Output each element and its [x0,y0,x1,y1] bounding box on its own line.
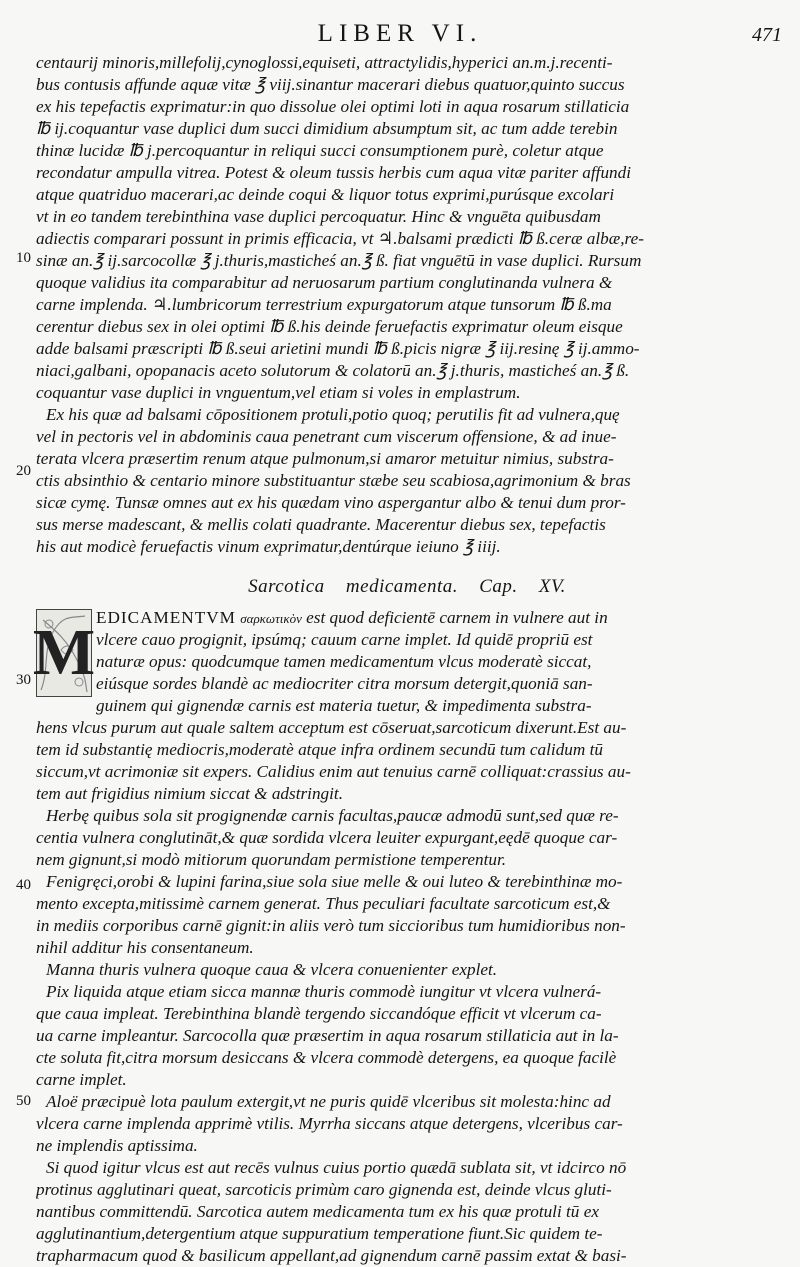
text-line: sinæ an.℥ ij.sarcocollæ ℥ j.thuris,masticheś an.℥ ß. fiat vnguētū in vase duplici. Rursum [36,251,642,270]
text-line: Manna thuris vulnera quoque caua & vlcera conuenienter explet. [46,960,498,979]
text-line: vlcere cauo progignit, ipsúmq; cauum carne implet. Id quidē propriū est [96,630,593,649]
paragraph-1 [36,52,778,404]
text-line: carne implet. [36,1070,127,1089]
paragraph-5 [36,871,778,959]
decorated-initial [32,609,96,697]
text-line: ne implendis aptissima. [36,1136,198,1155]
text-line: Fenigręci,orobi & lupini farina,siue sola siue melle & oui luteo & terebinthinæ mo- [46,872,623,891]
text-line: thinæ lucidæ ℔ j.percoquantur in reliqui succi consumptionem purè, coletur atque [36,141,604,160]
text-line: que caua impleat. Terebinthina blandè tergendo siccandóque efficit vt vlcerum ca- [36,1004,602,1023]
text-line [36,607,778,629]
text-line: Ex his quæ ad balsami cōpositionem protuli,potio quoq; perutilis fit ad vulnera,quę [46,405,620,424]
drop-cap-letter: M [32,616,96,689]
text-line: adiectis comparari possunt in primis efficacia, vt ♃.balsami prædicti ℔ ß.ceræ albæ,re- [36,229,644,248]
text-line: niaci,galbani, opopanacis aceto solutorum & colatorū an.℥ j.thuris, masticheś an.℥ ß. [36,361,630,380]
text-line: hens vlcus purum aut quale saltem acceptum est cōseruat,sarcoticum dixerunt.Est au- [36,718,627,737]
text-line: terata vlcera præsertim renum atque pulmonum,si amaror metuitur nimius, substra- [36,449,614,468]
text-line: vel in pectoris vel in abdominis caua penetrant cum viscerum offensione, & ad inue- [36,427,617,446]
chapter-heading: Sarcotica medicamenta. Cap. XV. [248,576,566,597]
text-line: protinus agglutinari queat, sarcoticis primùm caro gignenda est, deinde vlcus gluti- [36,1180,612,1199]
text-line: centaurij minoris,millefolij,cynoglossi,equiseti, attractylidis,hyperici an.m.j.recenti- [36,53,613,72]
text-line: ex his tepefactis exprimatur:in quo dissolue olei optimi loti in aqua rosarum stillaticia [36,97,630,116]
margin-line-number: 30 [16,672,31,688]
text-line: nihil additur his consentaneum. [36,938,254,957]
paragraph-6 [36,959,778,981]
text-line: his aut modicè feruefactis vinum exprimatur,dentúrque ieiuno ℥ iiij. [36,537,501,556]
greek-term: σαρκωτικὸν [240,611,302,626]
text-line: siccum,vt acrimoniæ sit expers. Calidius enim aut tenuius carnē colliquat:crassius au- [36,762,631,781]
paragraph-3 [32,607,778,805]
text-line: carne implenda. ♃.lumbricorum terrestrium expurgatorum atque tunsorum ℔ ß.ma [36,295,612,314]
text-line: atque quatriduo macerari,ac deinde coqui & liquor totus exprimi,purúsque excolari [36,185,615,204]
text-line: Pix liquida atque etiam sicca mannæ thuris commodè iungitur vt vlcera vulnerá- [46,982,602,1001]
margin-line-number: 50 [16,1093,31,1109]
text-line: nantibus committendū. Sarcotica autem medicamenta tum ex his quæ protuli tū ex [36,1202,599,1221]
text-line: cte soluta fit,citra morsum desiccans & vlcera commodè detergens, ea quoque facilè [36,1048,617,1067]
text-line: sus merse madescant, & mellis colati quadrante. Macerentur diebus sex, tepefactis [36,515,606,534]
text-line: bus contusis affunde aquæ vitæ ℥ viij.sinantur macerari diebus quatuor,quinto succus [36,75,625,94]
running-title: LIBER VI. [317,20,483,47]
text-line: ctis absinthio & centario minore substituantur stæbe seu scabiosa,agrimonium & bras [36,471,631,490]
text-line: mento excepta,mitissimè carnem generat. Thus peculiari facultate sarcoticum est,& [36,894,611,913]
running-head [0,18,800,52]
text-line: centia vulnera conglutināt,& quæ sordida vlcera leuiter expurgant,eędē quoque car- [36,828,618,847]
text-line: recondatur ampulla vitrea. Potest & oleum tussis herbis cum aqua vitæ pariter affundi [36,163,631,182]
text-line: adde balsami præscripti ℔ ß.seui arietini mundi ℔ ß.picis nigræ ℥ iij.resinę ℥ ij.ammo- [36,339,640,358]
text-line: quoque validius ita comparabitur ad neruosarum partium conglutinanda vulnera & [36,273,613,292]
text-line: tem aut frigidius nimium siccat & adstringit. [36,784,343,803]
text-line: trapharmacum quod & basilicum appellant,ad gignendum carnē passim extat & basi- [36,1246,627,1265]
text-line: eiúsque sordes blandè ac mediocriter citra morsum detergit,quoniā san- [96,674,593,693]
paragraph-4 [36,805,778,871]
text-line: ℔ ij.coquantur vase duplici dum succi dimidium absumptum sit, ac tum adde terebin [36,119,618,138]
margin-line-number: 40 [16,877,31,893]
text-line: sicæ cymę. Tunsæ omnes aut ex his quædam vino aspergantur albo & tenui dum pror- [36,493,626,512]
text-line: Aloë præcipuè lota paulum extergit,vt ne puris quidē vlceribus sit molesta:hinc ad [46,1092,611,1111]
first-word: EDICAMENTVM [96,608,236,627]
paragraph-8 [36,1091,778,1157]
text-line: guinem qui gignendæ carnis est materia tuetur, & impedimenta substra- [96,696,592,715]
text-line: naturæ opus: quodcumque tamen medicamentum vlcus moderatè siccat, [96,652,592,671]
paragraph-7 [36,981,778,1091]
margin-line-number: 20 [16,463,31,479]
page-number: 471 [752,24,782,46]
text-line: agglutinantium,detergentium atque suppuratium temperatione fiunt.Sic quidem te- [36,1224,603,1243]
text-line: ua carne impleantur. Sarcocolla quæ præsertim in aqua rosarum stillaticia aut in la- [36,1026,619,1045]
text-line: Herbę quibus sola sit progignendæ carnis facultas,paucæ admodū sunt,sed quæ re- [46,806,619,825]
body-text [32,52,778,1267]
text-line: vlcera carne implenda apprimè vtilis. Myrrha siccans atque detergens, vlceribus car- [36,1114,623,1133]
text-line: Si quod igitur vlcus est aut recēs vulnus cuius portio quædā sublata sit, vt idcirco nō [46,1158,627,1177]
margin-line-number: 10 [16,250,31,266]
text-span: est quod deficientē carnem in vulnere aut in [306,608,608,627]
text-line: tem id substantię mediocris,moderatè atque infra ordinem secundū tum calidum tū [36,740,603,759]
text-line: in mediis corporibus carnē gignit:in aliis verò tum siccioribus tum humidioribus non- [36,916,626,935]
paragraph-2 [36,404,778,558]
text-line: vt in eo tandem terebinthina vase duplici percoquatur. Hinc & vnguēta quibusdam [36,207,601,226]
paragraph-9 [36,1157,778,1267]
text-line: cerentur diebus sex in olei optimi ℔ ß.his deinde feruefactis exprimatur oleum eisque [36,317,623,336]
text-line: coquantur vase duplici in vnguentum,vel etiam si voles in emplastrum. [36,383,521,402]
text-line: nem gignunt,si modò mitiorum quorundam permistione temperentur. [36,850,507,869]
